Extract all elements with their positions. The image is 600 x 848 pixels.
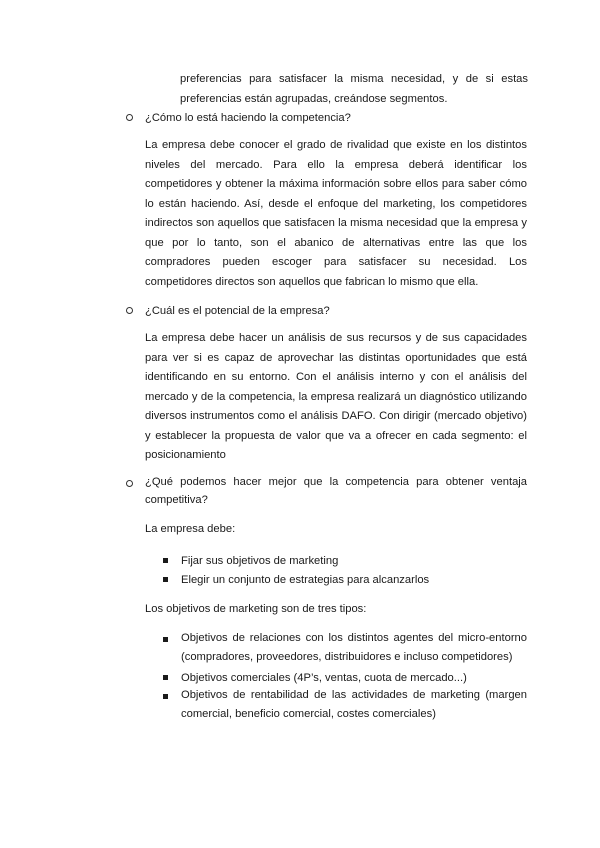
list-item: Fijar sus objetivos de marketing bbox=[181, 555, 339, 567]
square-bullet-icon bbox=[163, 637, 168, 642]
square-bullet-icon bbox=[163, 694, 168, 699]
circle-bullet-icon bbox=[126, 114, 133, 121]
section-3-intro: La empresa debe: bbox=[145, 523, 236, 535]
circle-bullet-icon bbox=[126, 480, 133, 487]
intro-line-2: preferencias están agrupadas, creándose segmentos. bbox=[180, 93, 448, 105]
section-2-body: La empresa debe hacer un análisis de sus recursos y de sus capacidades para ver si es capaz de aprovechar las distintas oportunidades que está identificando en su entorno. Con el análisis interno y con el análisis del mercado y de la competencia, la empresa realizará un diagnóstico utilizando diversos instrumentos como el análisis DAFO. Con dirigir (mercado objetivo) y establecer la propuesta de valor que va a ofrecer en cada segmento: el posicionamiento bbox=[145, 332, 527, 461]
objective-item: Objetivos de relaciones con los distintos agentes del micro-entorno (compradores, proveedores, distribuidores e incluso competidores) bbox=[181, 632, 527, 663]
square-bullet-icon bbox=[163, 558, 168, 563]
circle-bullet-icon bbox=[126, 307, 133, 314]
square-bullet-icon bbox=[163, 577, 168, 582]
intro-line-1: preferencias para satisfacer la misma necesidad, y de si estas bbox=[180, 73, 528, 85]
list-item: Elegir un conjunto de estrategias para alcanzarlos bbox=[181, 574, 430, 586]
section-1-question: ¿Cómo lo está haciendo la competencia? bbox=[145, 112, 351, 124]
objective-item: Objetivos comerciales (4P’s, ventas, cuota de mercado...) bbox=[181, 672, 467, 684]
square-bullet-icon bbox=[163, 675, 168, 680]
objectives-intro: Los objetivos de marketing son de tres tipos: bbox=[145, 603, 367, 615]
objective-item: Objetivos de rentabilidad de las actividades de marketing (margen comercial, beneficio comercial, costes comerciales) bbox=[181, 689, 527, 720]
section-3-question: ¿Qué podemos hacer mejor que la competencia para obtener ventaja competitiva? bbox=[145, 476, 527, 506]
section-2-question: ¿Cuál es el potencial de la empresa? bbox=[145, 305, 330, 317]
section-1-body: La empresa debe conocer el grado de rivalidad que existe en los distintos niveles del mercado. Para ello la empresa deberá identificar los competidores y obtener la máxima información sobre ellos para saber cómo lo están haciendo. Así, desde el enfoque del marketing, los competidores indirectos son aquellos que satisfacen la misma necesidad que la empresa y que por lo tanto, son el abanico de alternativas entre las que los compradores pueden escoger para satisfacer su necesidad. Los competidores directos son aquellos que fabrican lo mismo que ella. bbox=[145, 139, 527, 288]
